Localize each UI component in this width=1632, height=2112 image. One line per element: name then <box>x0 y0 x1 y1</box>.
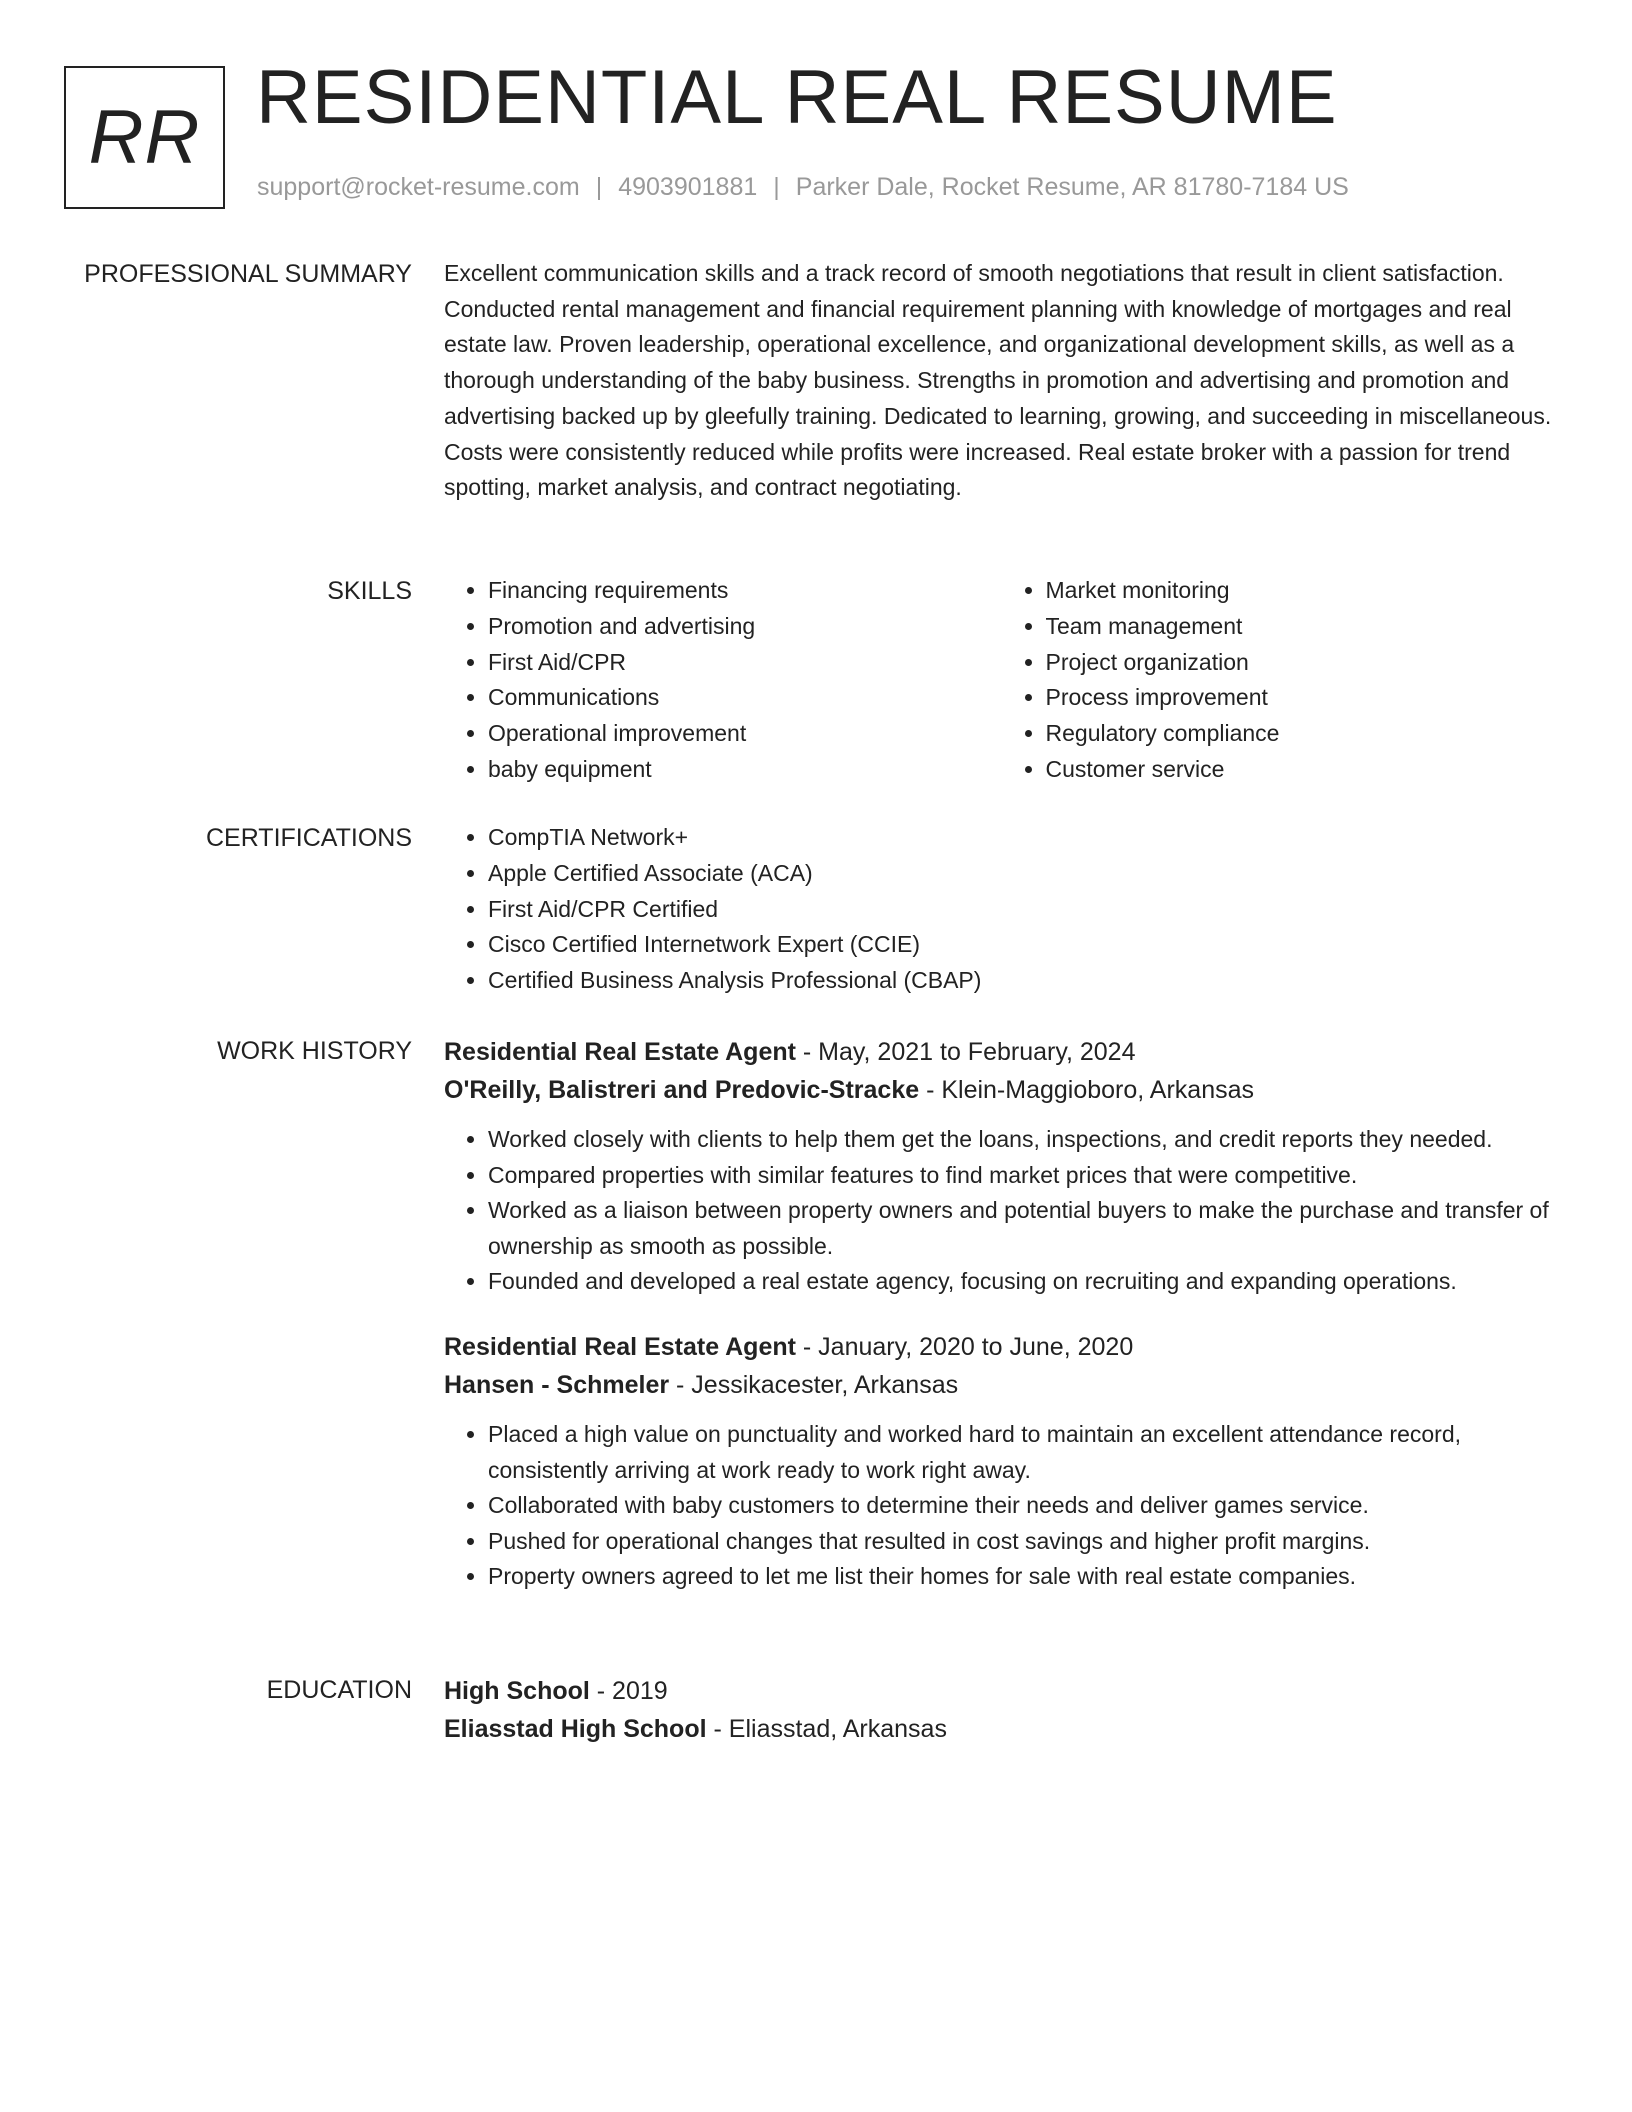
skill-item: • Market monitoring <box>1046 573 1560 609</box>
contact-separator: | <box>595 173 603 201</box>
skill-item: • Operational improvement <box>488 716 1002 752</box>
job-location: - Jessikacester, Arkansas <box>669 1370 959 1399</box>
job-dates: - January, 2020 to June, 2020 <box>795 1332 1134 1361</box>
skill-item: • Regulatory compliance <box>1046 716 1560 752</box>
job-bullet: • Pushed for operational changes that resulted in cost savings and higher profit margins. <box>488 1524 1559 1560</box>
job-bullet: • Property owners agreed to let me list their homes for sale with real estate companies. <box>488 1559 1559 1595</box>
education-degree-line <box>444 1672 1559 1710</box>
skill-item: • Customer service <box>1046 752 1560 788</box>
certifications-content <box>444 820 1559 999</box>
skills-content <box>444 573 1559 788</box>
job-location: - Klein-Maggioboro, Arkansas <box>919 1076 1255 1104</box>
contact-email: support@rocket-resume.com <box>257 173 580 201</box>
certification-item: • Apple Certified Associate (ACA) <box>488 856 1559 892</box>
education-year: - 2019 <box>589 1677 668 1705</box>
job-entry <box>444 1033 1559 1300</box>
job-employer <box>444 1071 1559 1109</box>
contact-address: Parker Dale, Rocket Resume, AR 81780-7184 US <box>795 173 1349 201</box>
certification-item: • Cisco Certified Internetwork Expert (CCIE) <box>488 927 1559 963</box>
certification-item: • First Aid/CPR Certified <box>488 892 1559 928</box>
job-bullet: • Worked closely with clients to help them get the loans, inspections, and credit reports they needed. <box>488 1122 1559 1158</box>
certification-item: • CompTIA Network+ <box>488 820 1559 856</box>
job-bullet: • Collaborated with baby customers to determine their needs and deliver games service. <box>488 1488 1559 1524</box>
job-dates: - May, 2021 to February, 2024 <box>795 1038 1136 1066</box>
certification-item: • Certified Business Analysis Professional (CBAP) <box>488 963 1559 999</box>
education-school: Eliasstad High School <box>444 1715 707 1743</box>
education-degree: High School <box>444 1677 590 1705</box>
work-history-content <box>444 1033 1559 1595</box>
skill-item: • Financing requirements <box>488 573 1002 609</box>
job-bullet: • Placed a high value on punctuality and worked hard to maintain an excellent attendance record, consistently arriving at work ready to work right away. <box>488 1417 1559 1488</box>
job-bullet: • Worked as a liaison between property owners and potential buyers to make the purchase and transfer of ownership as smooth as possible. <box>488 1193 1559 1264</box>
job-bullet: • Founded and developed a real estate agency, focusing on recruiting and expanding operations. <box>488 1264 1559 1300</box>
skill-item: • Project organization <box>1046 645 1560 681</box>
job-entry <box>444 1328 1559 1595</box>
job-heading <box>444 1328 1559 1366</box>
job-bullet: • Compared properties with similar features to find market prices that were competitive. <box>488 1158 1559 1194</box>
job-employer <box>444 1366 1559 1404</box>
job-title: Residential Real Estate Agent <box>444 1332 796 1361</box>
skill-item: • Team management <box>1046 609 1560 645</box>
job-company: Hansen - Schmeler <box>444 1370 670 1399</box>
job-title: Residential Real Estate Agent <box>444 1038 796 1066</box>
certifications-list <box>444 820 1559 999</box>
education-content <box>444 1672 1559 1748</box>
monogram-logo: RR <box>64 66 225 209</box>
contact-phone: 4903901881 <box>618 173 758 201</box>
section-label-work-history: WORK HISTORY <box>217 1037 412 1065</box>
skill-item: • Promotion and advertising <box>488 609 1002 645</box>
job-company: O'Reilly, Balistreri and Predovic-Stracke <box>444 1076 920 1104</box>
section-label-education: EDUCATION <box>266 1676 412 1704</box>
resume-title: RESIDENTIAL REAL RESUME <box>256 55 1338 140</box>
skill-item: • Process improvement <box>1046 680 1560 716</box>
education-school-line <box>444 1710 1559 1748</box>
job-bullet-list <box>444 1122 1559 1300</box>
education-location: - Eliasstad, Arkansas <box>706 1715 947 1743</box>
section-label-certifications: CERTIFICATIONS <box>205 824 412 852</box>
skills-list-left <box>444 573 1002 788</box>
summary-content <box>444 256 1559 506</box>
section-label-skills: SKILLS <box>327 577 412 605</box>
job-bullet-list <box>444 1417 1559 1595</box>
skills-list-right <box>1002 573 1560 788</box>
skill-item: • First Aid/CPR <box>488 645 1002 681</box>
job-heading <box>444 1033 1559 1071</box>
summary-text: Excellent communication skills and a track record of smooth negotiations that result in client satisfaction. Conducted rental management and financial requirement planning with knowledge of mortgages and real estate law. Proven leadership, operational excellence, and organizational development skills, as well as a thorough understanding of the baby business. Strengths in promotion and advertising and promotion and advertising backed up by gleefully training. Dedicated to learning, growing, and succeeding in miscellaneous. Costs were consistently reduced while profits were increased. Real estate broker with a passion for trend spotting, market analysis, and contract negotiating. <box>444 260 1552 501</box>
contact-line <box>257 173 1349 202</box>
contact-separator: | <box>773 173 780 201</box>
skill-item: • Communications <box>488 680 1002 716</box>
skill-item: • baby equipment <box>488 752 1002 788</box>
section-label-summary: PROFESSIONAL SUMMARY <box>84 260 412 288</box>
